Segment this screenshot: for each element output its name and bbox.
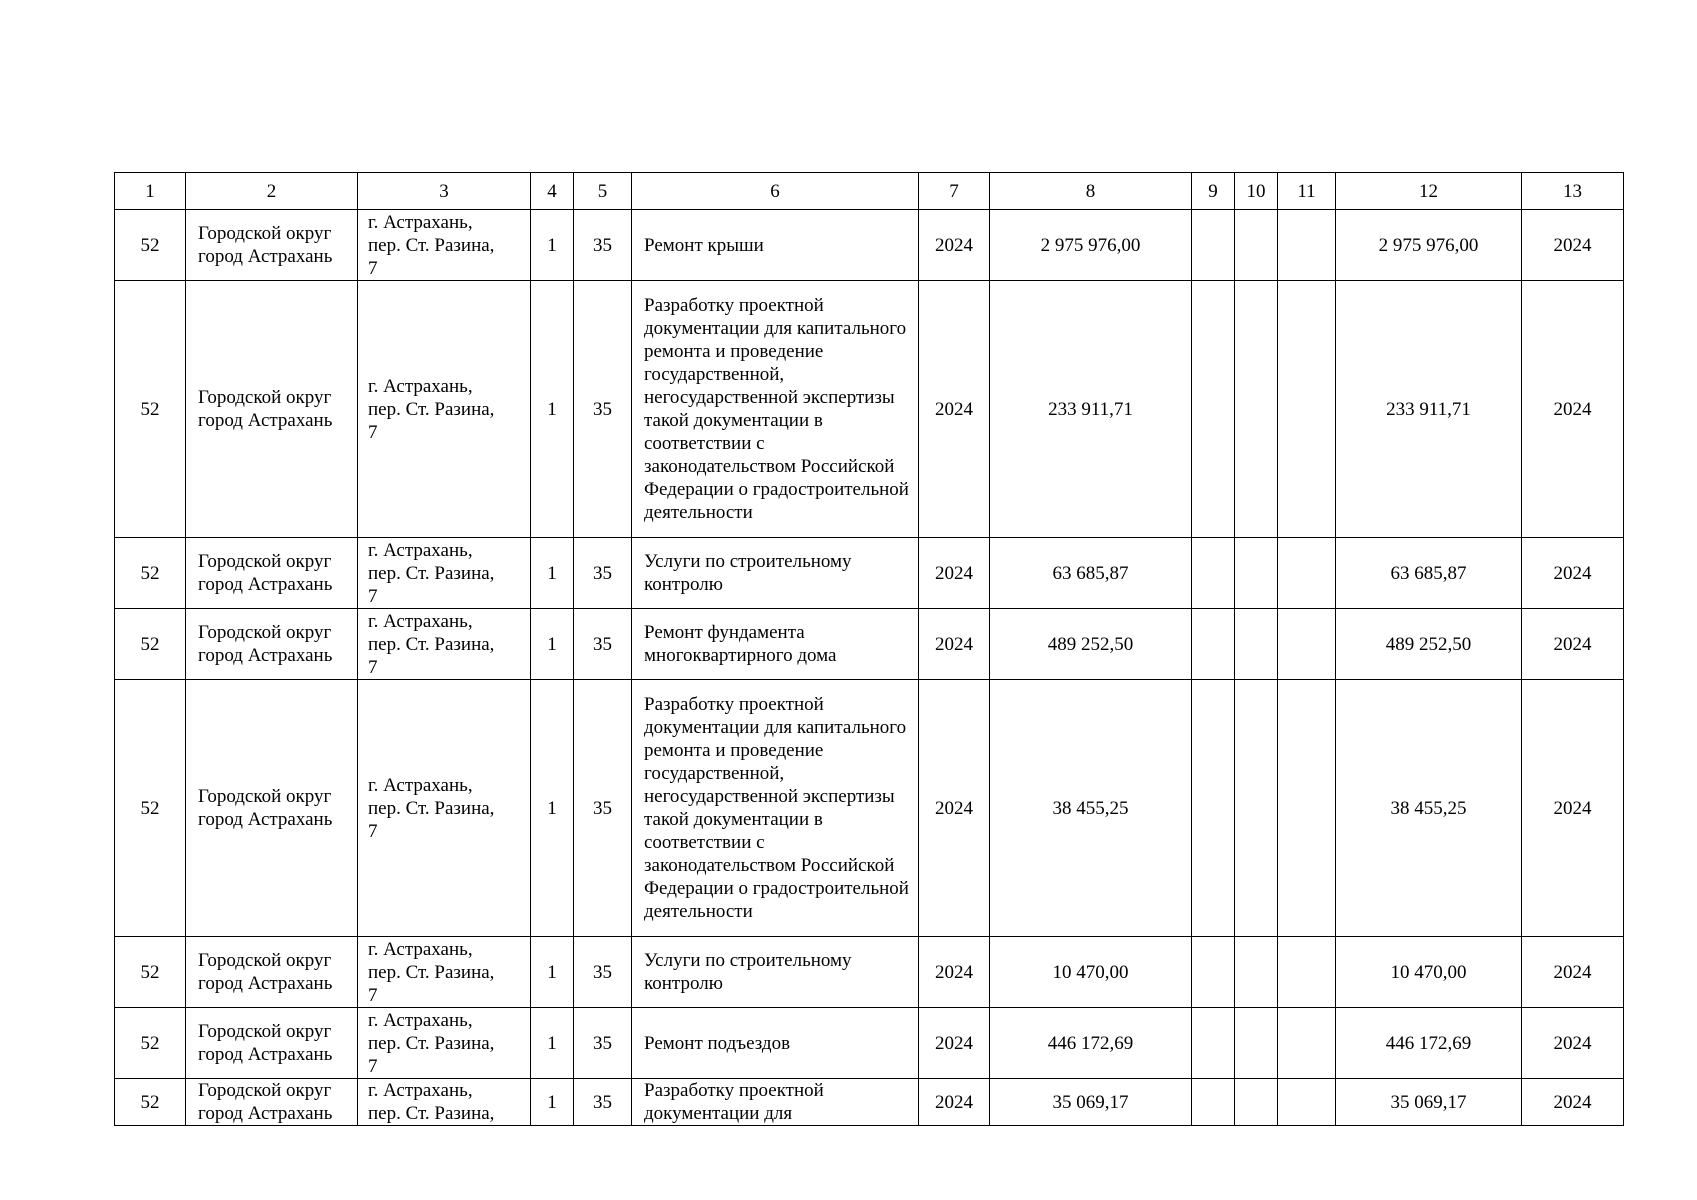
cell-year: 2024 (919, 1079, 990, 1126)
cell-col5: 35 (574, 609, 632, 680)
address-lines (368, 211, 526, 280)
cell-col11 (1278, 281, 1336, 538)
cell-year: 2024 (919, 210, 990, 281)
cell-col13: 2024 (1522, 609, 1624, 680)
cell-col12: 38 455,25 (1336, 680, 1522, 937)
header-cell: 4 (531, 173, 574, 210)
cell-address (358, 210, 531, 281)
cell-address (358, 1008, 531, 1079)
header-cell: 8 (990, 173, 1192, 210)
cell-number: 52 (115, 609, 186, 680)
header-cell: 10 (1235, 173, 1278, 210)
address-lines (368, 938, 526, 1007)
header-cell: 12 (1336, 173, 1522, 210)
address-line: 7 (368, 421, 378, 443)
cell-col11 (1278, 1008, 1336, 1079)
address-line: 7 (368, 1055, 378, 1077)
cell-cost: 446 172,69 (990, 1008, 1192, 1079)
cell-col10 (1235, 210, 1278, 281)
cell-work-type: Разработку проектной документации для (632, 1079, 919, 1126)
cell-col9 (1192, 210, 1235, 281)
cell-address (358, 281, 531, 538)
cell-municipality: Городской округ город Астрахань (186, 1079, 358, 1126)
cell-col10 (1235, 281, 1278, 538)
address-line: г. Астрахань, (368, 1009, 473, 1031)
cell-col4: 1 (531, 680, 574, 937)
cell-address (358, 680, 531, 937)
cell-col4: 1 (531, 538, 574, 609)
cell-col10 (1235, 680, 1278, 937)
cell-work-type: Ремонт фундамента многоквартирного дома (632, 609, 919, 680)
cell-col13: 2024 (1522, 937, 1624, 1008)
cell-col12: 446 172,69 (1336, 1008, 1522, 1079)
cell-year: 2024 (919, 937, 990, 1008)
address-line: г. Астрахань, (368, 610, 473, 632)
cell-col4: 1 (531, 609, 574, 680)
cell-col13: 2024 (1522, 281, 1624, 538)
header-cell: 9 (1192, 173, 1235, 210)
address-line: г. Астрахань, (368, 375, 473, 397)
cell-col5: 35 (574, 937, 632, 1008)
cell-col11 (1278, 609, 1336, 680)
cell-col10 (1235, 1079, 1278, 1126)
address-line: 7 (368, 820, 378, 842)
header-cell: 6 (632, 173, 919, 210)
cell-cost: 38 455,25 (990, 680, 1192, 937)
cell-col5: 35 (574, 210, 632, 281)
address-line: пер. Ст. Разина, (368, 234, 495, 256)
cell-col4: 1 (531, 1008, 574, 1079)
address-lines (368, 375, 526, 444)
table-row (115, 937, 1624, 1008)
table-row (115, 281, 1624, 538)
cell-municipality: Городской округ город Астрахань (186, 1008, 358, 1079)
cell-cost: 35 069,17 (990, 1079, 1192, 1126)
cell-col5: 35 (574, 1008, 632, 1079)
cell-col12: 2 975 976,00 (1336, 210, 1522, 281)
cell-number: 52 (115, 680, 186, 937)
address-line: пер. Ст. Разина, (368, 961, 495, 983)
cell-address (358, 1079, 531, 1126)
cell-col10 (1235, 538, 1278, 609)
cell-col5: 35 (574, 538, 632, 609)
cell-col11 (1278, 538, 1336, 609)
cell-work-type: Ремонт крыши (632, 210, 919, 281)
header-cell: 3 (358, 173, 531, 210)
cell-number: 52 (115, 1079, 186, 1126)
address-line: г. Астрахань, (368, 938, 473, 960)
cell-col5: 35 (574, 680, 632, 937)
cell-col5: 35 (574, 1079, 632, 1126)
cell-col13: 2024 (1522, 680, 1624, 937)
cell-col9 (1192, 281, 1235, 538)
address-lines (368, 539, 526, 608)
header-cell: 5 (574, 173, 632, 210)
cell-col9 (1192, 538, 1235, 609)
cell-col4: 1 (531, 210, 574, 281)
cell-col11 (1278, 210, 1336, 281)
address-line: пер. Ст. Разина, (368, 562, 495, 584)
address-line: пер. Ст. Разина, (368, 1103, 495, 1124)
cell-cost: 233 911,71 (990, 281, 1192, 538)
address-line: г. Астрахань, (368, 211, 473, 233)
header-cell: 11 (1278, 173, 1336, 210)
address-lines (368, 610, 526, 679)
cell-col10 (1235, 1008, 1278, 1079)
cell-work-type: Ремонт подъездов (632, 1008, 919, 1079)
address-line: г. Астрахань, (368, 774, 473, 796)
table-row (115, 538, 1624, 609)
cell-col4: 1 (531, 1079, 574, 1126)
header-cell: 2 (186, 173, 358, 210)
cell-number: 52 (115, 281, 186, 538)
address-lines (368, 1079, 526, 1125)
address-line: г. Астрахань, (368, 539, 473, 561)
cell-municipality: Городской округ город Астрахань (186, 680, 358, 937)
cell-municipality: Городской округ город Астрахань (186, 609, 358, 680)
address-line: г. Астрахань, (368, 1080, 473, 1101)
cell-col12: 63 685,87 (1336, 538, 1522, 609)
cell-year: 2024 (919, 538, 990, 609)
cell-cost: 489 252,50 (990, 609, 1192, 680)
header-cell: 13 (1522, 173, 1624, 210)
table-row (115, 210, 1624, 281)
cell-municipality: Городской округ город Астрахань (186, 937, 358, 1008)
cell-year: 2024 (919, 680, 990, 937)
header-cell: 7 (919, 173, 990, 210)
cell-col13: 2024 (1522, 538, 1624, 609)
table-row (115, 680, 1624, 937)
address-line: пер. Ст. Разина, (368, 797, 495, 819)
address-line: пер. Ст. Разина, (368, 633, 495, 655)
address-line: 7 (368, 984, 378, 1006)
cell-cost: 63 685,87 (990, 538, 1192, 609)
cell-municipality: Городской округ город Астрахань (186, 210, 358, 281)
cell-number: 52 (115, 538, 186, 609)
cell-col12: 35 069,17 (1336, 1079, 1522, 1126)
cell-col10 (1235, 937, 1278, 1008)
cell-col4: 1 (531, 937, 574, 1008)
address-line: 7 (368, 585, 378, 607)
address-line: пер. Ст. Разина, (368, 1032, 495, 1054)
cell-number: 52 (115, 937, 186, 1008)
cell-col12: 233 911,71 (1336, 281, 1522, 538)
cell-col5: 35 (574, 281, 632, 538)
cell-cost: 2 975 976,00 (990, 210, 1192, 281)
table-body (115, 173, 1624, 1126)
cell-work-type: Услуги по строительному контролю (632, 538, 919, 609)
cell-col11 (1278, 937, 1336, 1008)
cell-municipality: Городской округ город Астрахань (186, 281, 358, 538)
cell-col12: 489 252,50 (1336, 609, 1522, 680)
address-line: 7 (368, 656, 378, 678)
table-row (115, 1079, 1624, 1126)
cell-col10 (1235, 609, 1278, 680)
header-row (115, 173, 1624, 210)
cell-year: 2024 (919, 281, 990, 538)
address-line: пер. Ст. Разина, (368, 398, 495, 420)
cell-address (358, 609, 531, 680)
cell-municipality: Городской округ город Астрахань (186, 538, 358, 609)
cell-col13: 2024 (1522, 210, 1624, 281)
cell-address (358, 538, 531, 609)
cell-col9 (1192, 1079, 1235, 1126)
cell-col13: 2024 (1522, 1008, 1624, 1079)
cell-work-type: Разработку проектной документации для капитального ремонта и проведение государственной, негосударственной экспертизы такой документации в соответствии с законодательством Российской Федерации о градостроительной деятельности (632, 680, 919, 937)
cell-address (358, 937, 531, 1008)
table-row (115, 1008, 1624, 1079)
header-cell: 1 (115, 173, 186, 210)
cell-col9 (1192, 937, 1235, 1008)
cell-col11 (1278, 1079, 1336, 1126)
cell-col11 (1278, 680, 1336, 937)
address-line: 7 (368, 257, 378, 279)
cell-year: 2024 (919, 1008, 990, 1079)
cell-col9 (1192, 1008, 1235, 1079)
cell-number: 52 (115, 210, 186, 281)
cell-work-type: Услуги по строительному контролю (632, 937, 919, 1008)
cell-work-type: Разработку проектной документации для капитального ремонта и проведение государственной, негосударственной экспертизы такой документации в соответствии с законодательством Российской Федерации о градостроительной деятельности (632, 281, 919, 538)
cell-col13: 2024 (1522, 1079, 1624, 1126)
cell-year: 2024 (919, 609, 990, 680)
cell-col9 (1192, 680, 1235, 937)
cell-col4: 1 (531, 281, 574, 538)
capital-repair-table (114, 172, 1624, 1126)
table-row (115, 609, 1624, 680)
cell-cost: 10 470,00 (990, 937, 1192, 1008)
cell-col9 (1192, 609, 1235, 680)
address-lines (368, 774, 526, 843)
address-lines (368, 1009, 526, 1078)
cell-col12: 10 470,00 (1336, 937, 1522, 1008)
cell-number: 52 (115, 1008, 186, 1079)
